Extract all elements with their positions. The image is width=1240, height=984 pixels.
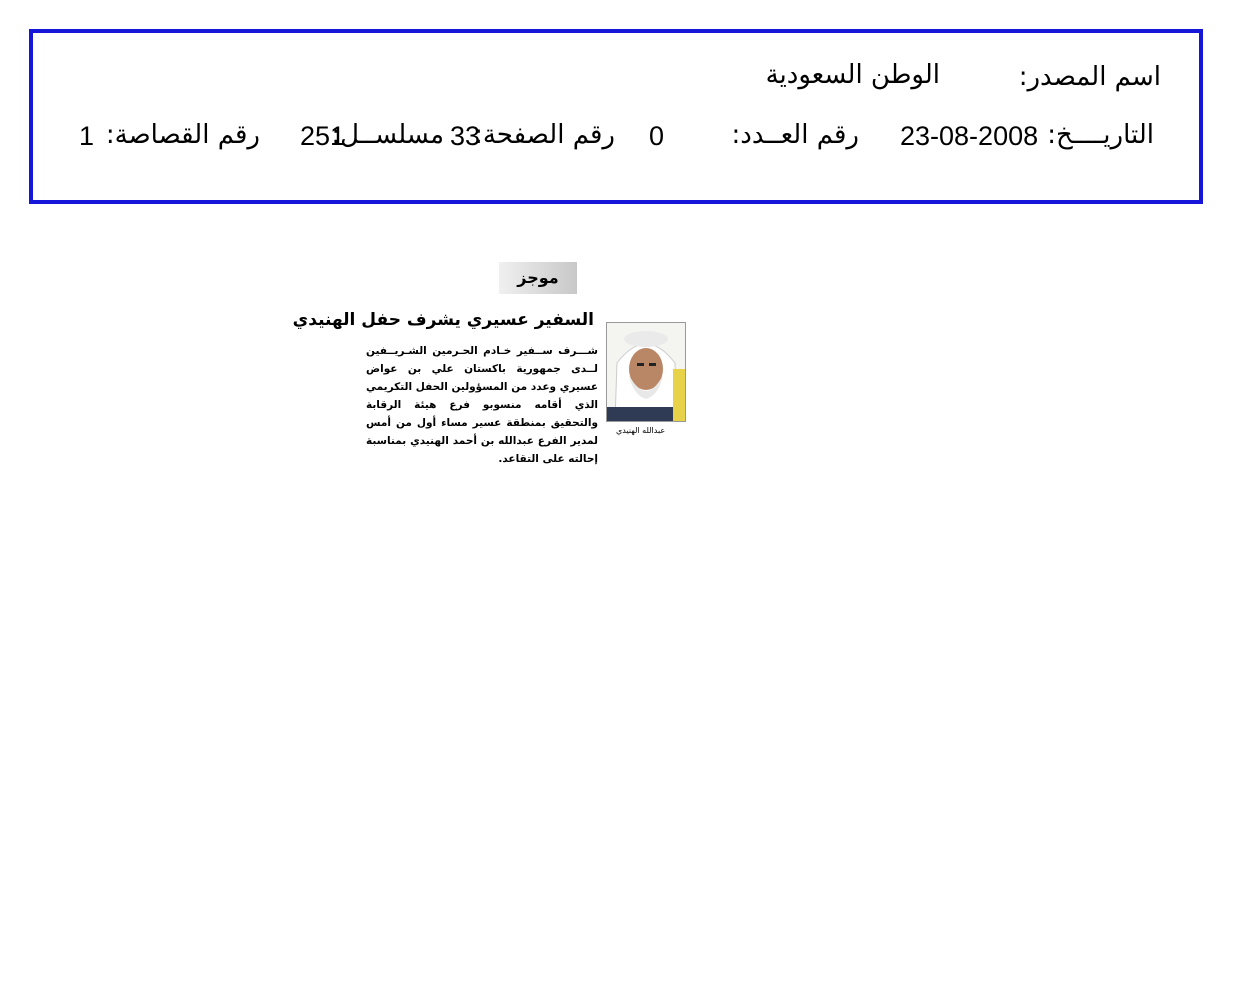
source-label: اسم المصدر: [1018,62,1161,92]
article-body: شـــرف ســفير خـادم الحـرمين الشـريــفين لــدى جمهورية باكستان علي بن عواض عسيري وعدد من المسؤولين الحفل التكريمي الذي أقامه منسوبو فرع هيئة الرقابة والتحقيق بمنطقة عسير مساء أول من أمس لمدير الفرع عبدالله بن أحمد الهنيدي بمناسبة إحالته على التقاعد. [366,345,598,465]
headline: السفير عسيري يشرف حفل الهنيدي [292,310,594,330]
source-value: الوطن السعودية [765,60,940,90]
issue-value: 0 [649,121,665,151]
news-clipping [292,258,690,465]
header-box [29,29,1203,204]
serial-value: 251 [300,121,346,151]
date-label: التاريــــخ: [1047,120,1154,150]
issue-label: رقم العــدد: [731,120,859,150]
page-label: رقم الصفحة: [474,120,615,150]
section-tag: موجز [499,262,577,294]
photo-caption: عبدالله الهنيدي [616,426,666,435]
clip-value: 1 [79,121,95,151]
page-value: 33 [450,121,481,151]
portrait-photo [606,322,686,422]
serial-label: مسلســل: [331,120,444,150]
portrait-icon [607,323,685,421]
date-value: 23-08-2008 [900,121,1039,151]
clip-label: رقم القصاصة: [105,120,260,150]
